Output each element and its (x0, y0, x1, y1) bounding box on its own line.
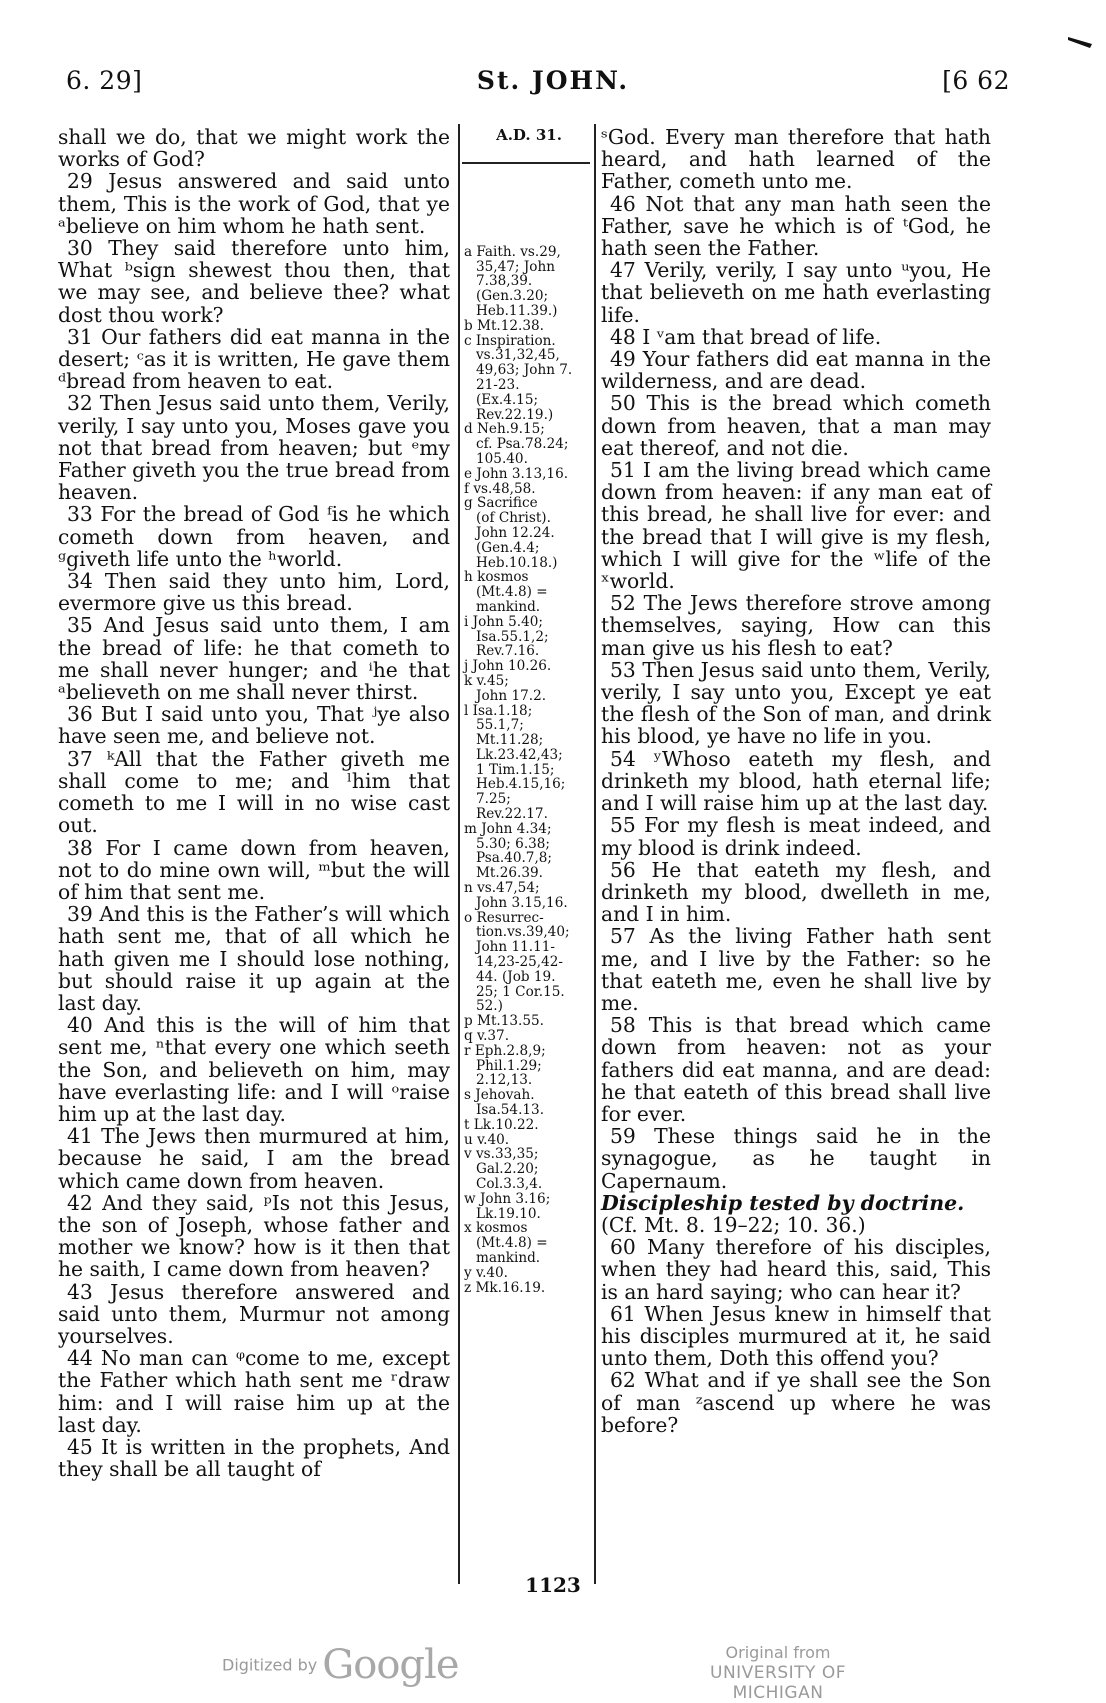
margin-reference: d Neh.9.15; cf. Psa.78.24; 105.40. (464, 421, 569, 467)
verse-paragraph: 55 For my flesh is meat indeed, and my blood is drink indeed. (601, 813, 991, 860)
margin-reference: a Faith. vs.29, 35,47; John 7.38,39. (Gen.3.20; Heb.11.39.) (464, 243, 561, 319)
running-head-title: St. JOHN. (476, 66, 630, 95)
margin-reference: o Resurrec- tion.vs.39,40; John 11.11- 14,23-25,42- 44. (Job 19. 25; 1 Cor.15. 52.) (464, 909, 570, 1015)
verse-paragraph: 58 This is that bread which came down from heaven: not as your fathers did eat manna, and are dead: he that eateth of this bread shall live for ever. (601, 1013, 991, 1126)
original-from-label: Original from (725, 1643, 831, 1662)
margin-reference: b Mt.12.38. (464, 317, 544, 334)
verse-paragraph: 37 ᵏAll that the Father giveth me shall come to me; and ˡhim that cometh to me I will in no wise cast out. (58, 746, 450, 838)
margin-reference: c Inspiration. vs.31,32,45, 49,63; John 7. 21-23. (Ex.4.15; Rev.22.19.) (464, 332, 573, 423)
text-column-left (58, 126, 450, 1480)
margin-reference: l Isa.1.18; 55.1,7; Mt.11.28; Lk.23.42,43; 1 Tim.1.15; Heb.4.15,16; 7.25; Rev.22.17. (464, 702, 566, 823)
margin-reference: h kosmos (Mt.4.8) = mankind. (464, 569, 548, 615)
margin-reference: m John 4.34; 5.30; 6.38; Psa.40.7,8; Mt.26.39. (464, 820, 553, 882)
verse-paragraph: ˢGod. Every man therefore that hath heard, and hath learned of the Father, cometh unto me. (601, 125, 991, 194)
verse-paragraph: 53 Then Jesus said unto them, Verily, verily, I say unto you, Except ye eat the flesh of the Son of man, and drink his blood, ye have no life in you. (601, 657, 991, 749)
verse-paragraph: 40 And this is the will of him that sent me, ⁿthat every one which seeth the Son, and believeth on him, may have everlasting life: and I will ᵒraise him up at the last day. (58, 1013, 450, 1126)
margin-references (464, 128, 594, 1295)
verse-paragraph: 35 And Jesus said unto them, I am the bread of life: he that cometh to me shall never hunger; and ⁱhe that ᵃbelieveth on me shall never thirst. (58, 613, 450, 705)
margin-reference: g Sacrifice (of Christ). John 12.24. (Gen.4.4; Heb.10.18.) (464, 495, 558, 571)
margin-reference: i John 5.40; Isa.55.1,2; Rev.7.16. (464, 613, 549, 660)
verse-paragraph: shall we do, that we might work the works of God? (58, 125, 450, 172)
original-from-footer (668, 1643, 888, 1703)
margin-reference: n vs.47,54; John 3.15,16. (464, 880, 568, 911)
verse-paragraph: 61 When Jesus knew in himself that his disciples murmured at it, he said unto them, Doth this offend you? (601, 1301, 991, 1371)
margin-reference: j John 10.26. (464, 658, 552, 675)
verse-paragraph: 45 It is written in the prophets, And they shall be all taught of (58, 1434, 450, 1482)
verse-paragraph: 44 No man can ᵠcome to me, except the Father which hath sent me ʳdraw him: and I will raise him up at the last day. (58, 1346, 450, 1437)
verse-paragraph: 29 Jesus answered and said unto them, This is the work of God, that ye ᵃbelieve on him whom he hath sent. (58, 169, 450, 238)
corner-arrow-icon (1068, 34, 1092, 48)
column-rule-right (594, 124, 596, 1584)
margin-ref-list (464, 245, 594, 1296)
verse-paragraph: 52 The Jews therefore strove among themselves, saying, How can this man give us his flesh to eat? (601, 591, 991, 660)
verse-paragraph: 42 And they said, ᵖIs not this Jesus, the son of Joseph, whose father and mother we know? how is it then that he saith, I came down from heaven? (58, 1190, 450, 1282)
column-rule-left (458, 124, 460, 1584)
verse-paragraph: 33 For the bread of God ᶠis he which cometh down from heaven, and ᵍgiveth life unto the ʰworld. (58, 502, 450, 571)
digitized-by-label: Digitized by (222, 1655, 318, 1675)
margin-reference: p Mt.13.55. (464, 1013, 544, 1030)
margin-reference: s Jehovah. Isa.54.13. (464, 1087, 545, 1119)
verse-paragraph: 30 They said therefore unto him, What ᵇsign shewest thou then, that we may see, and believe thee? what dost thou work? (58, 236, 450, 327)
verse-paragraph: 60 Many therefore of his disciples, when they had heard this, said, This is an hard saying; who can hear it? (601, 1235, 991, 1304)
university-label: UNIVERSITY OF MICHIGAN (710, 1663, 846, 1703)
verse-paragraph: 57 As the living Father hath sent me, and I live by the Father: so he that eateth me, even he shall live by me. (601, 924, 991, 1015)
verse-paragraph: 50 This is the bread which cometh down from heaven, that a man may eat thereof, and not die. (601, 391, 991, 460)
verse-paragraph: 34 Then said they unto him, Lord, evermore give us this bread. (58, 569, 450, 616)
running-head-right: [6 62 (942, 66, 1010, 95)
verse-paragraph: 59 These things said he in the synagogue, as he taught in Capernaum. (601, 1124, 991, 1193)
verse-paragraph: 41 The Jews then murmured at him, because he said, I am the bread which came down from heaven. (58, 1124, 450, 1193)
page-number: 1123 (525, 1573, 581, 1597)
margin-reference: w John 3.16; Lk.19.10. (464, 1190, 551, 1222)
margin-reference: r Eph.2.8,9; Phil.1.29; 2.12,13. (464, 1042, 546, 1089)
margin-reference: f vs.48,58. (464, 480, 536, 497)
verse-paragraph: 56 He that eateth my flesh, and drinketh my blood, dwelleth in me, and I in him. (601, 857, 991, 927)
verse-paragraph: 62 What and if ye shall see the Son of man ᶻascend up where he was before? (601, 1368, 991, 1437)
running-head-left: 6. 29] (66, 66, 143, 95)
verse-paragraph: 38 For I came down from heaven, not to do mine own will, ᵐbut the will of him that sent me. (58, 835, 450, 904)
verse-paragraph: 47 Verily, verily, I say unto ᵘyou, He that believeth on me hath everlasting life. (601, 258, 991, 327)
verse-paragraph: 36 But I said unto you, That ʲye also have seen me, and believe not. (58, 702, 450, 749)
verse-paragraph: 31 Our fathers did eat manna in the desert; ᶜas it is written, He gave them ᵈbread from heaven to eat. (58, 324, 450, 394)
margin-reference: x kosmos (Mt.4.8) = mankind. (464, 1220, 548, 1266)
verse-paragraph: 32 Then Jesus said unto them, Verily, verily, I say unto you, Moses gave you not that bread from heaven; but ᵉmy Father giveth you the true bread from heaven. (58, 391, 450, 505)
margin-reference: q v.37. (464, 1028, 510, 1045)
margin-reference: k v.45; John 17.2. (464, 672, 547, 704)
verse-paragraph: 48 I ᵛam that bread of life. (610, 324, 882, 349)
margin-reference: y v.40. (464, 1264, 509, 1281)
section-heading: Discipleship tested by doctrine. (601, 1190, 965, 1215)
margin-reference: z Mk.16.19. (464, 1279, 546, 1296)
margin-reference: t Lk.10.22. (464, 1116, 539, 1133)
verse-paragraph: 54 ʸWhoso eateth my flesh, and drinketh my blood, hath eternal life; and I will raise him up at the last day. (601, 746, 991, 816)
verse-paragraph: 49 Your fathers did eat manna in the wilderness, and are dead. (601, 347, 991, 394)
margin-reference: e John 3.13,16. (464, 465, 569, 482)
verse-paragraph: 51 I am the living bread which came down from heaven: if any man eat of this bread, he shall live for ever: and the bread that I will give is my flesh, which I will give for the ʷlife of the ˣworld. (601, 458, 991, 594)
section-cross-reference: (Cf. Mt. 8. 19–22; 10. 36.) (601, 1212, 866, 1237)
year-rule (462, 162, 590, 164)
digitized-by-footer (222, 1642, 458, 1688)
text-column-right (601, 126, 991, 1436)
margin-reference: u v.40. (464, 1131, 510, 1148)
verse-paragraph: 39 And this is the Father’s will which hath sent me, that of all which he hath given me I should lose nothing, but should raise it up again at the last day. (58, 902, 450, 1015)
verse-paragraph: 43 Jesus therefore answered and said unto them, Murmur not among yourselves. (58, 1279, 450, 1348)
margin-reference: v vs.33,35; Gal.2.20; Col.3.3,4. (464, 1146, 543, 1192)
margin-year: A.D. 31. (496, 126, 562, 144)
google-logo: Google (322, 1642, 459, 1688)
verse-paragraph: 46 Not that any man hath seen the Father, save he which is of ᵗGod, he hath seen the Father. (601, 191, 991, 261)
